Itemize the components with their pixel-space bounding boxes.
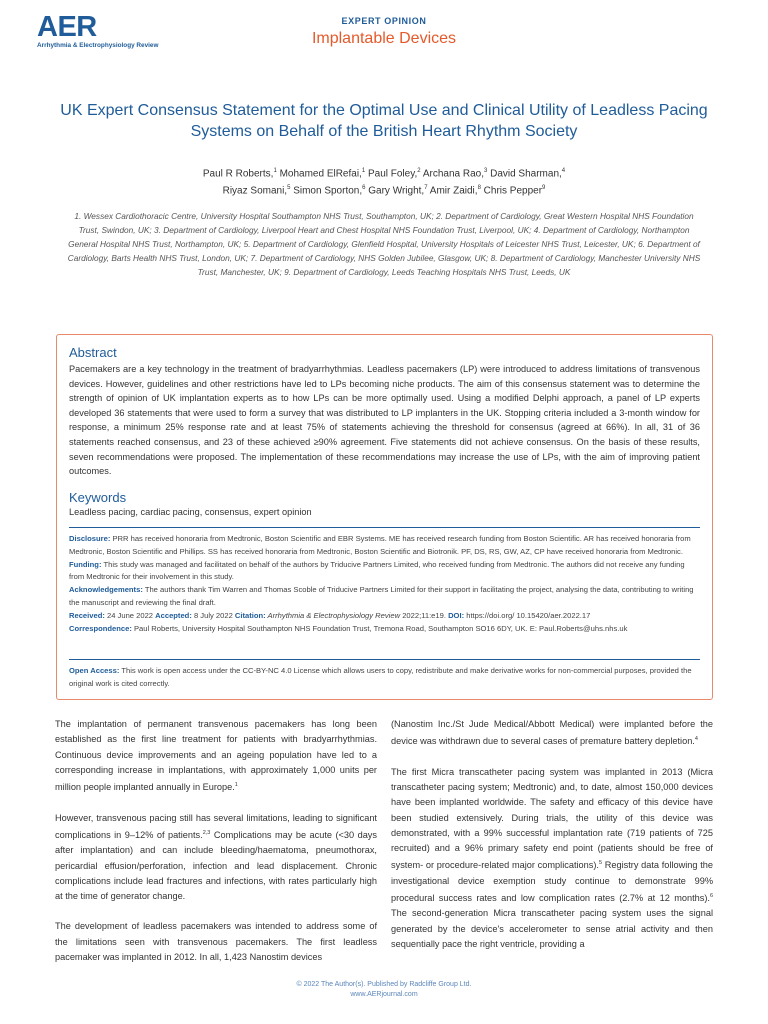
open-access-text: This work is open access under the CC-BY-NC 4.0 License which allows users to copy, redistribute and make derivative works for non-commercial purposes, provided the original work is cited correctly. <box>69 666 692 688</box>
correspondence-label: Correspondence: <box>69 623 132 633</box>
reference-mark: 5 <box>598 860 603 867</box>
paragraph-text: (Nanostim Inc./St Jude Medical/Abbott Medical) were implanted before the device was withdrawn due to several cases of premature battery depletion. <box>391 719 713 747</box>
doi-label: DOI: <box>448 610 465 620</box>
author-affiliation-mark: 7 <box>424 185 428 192</box>
paragraph-text: The second-generation Micra transcatheter pacing system uses the signal generated by the device's accelerometer to sense atrial activity and then sequentially pace the right ventricle, providing a <box>391 908 713 950</box>
received-label: Received: <box>69 610 105 620</box>
paragraph-text: However, transvenous pacing still has several limitations, leading to significant complications in 9–12% of patients. <box>55 812 377 840</box>
funding-text: This study was managed and facilitated on behalf of the authors by Triducive Partners Limited, who received funding from Medtronic. The authors did not receive any funding from Medtronic for their involvement in this study. <box>69 559 685 582</box>
abstract-text: Pacemakers are a key technology in the treatment of bradyarrhythmias. Leadless pacemakers (LP) were introduced to address limitations of transvenous devices. However, guidelines and other restrictions have led to LPs becoming niche products. The aim of this consensus statement was to determine the strength of opinion of UK implantation experts as to how LPs can be more optimally used. Using a modified Delphi approach, a panel of LP experts developed 36 statements that were used to form a survey that was distributed to LP implanters in the UK. Stopping criteria included a 3-month window for response, a minimum 25% response rate and at least 75% of statements achieving the threshold for consensus (agreed at 66%). In all, 31 of 36 statements reached consensus, and 23 of these achieved ≥90% agreement. Five statements did not achieve consensus. On the basis of these results, seven recommendations were proposed. The implementation of these recommendations may increase the use of LPs, with the aim of improving patient outcomes. <box>69 364 700 477</box>
author-affiliation-mark: 5 <box>287 185 291 192</box>
body-paragraph <box>391 717 713 750</box>
author-name: Amir Zaidi, <box>427 185 478 197</box>
affiliations: 1. Wessex Cardiothoracic Centre, University Hospital Southampton NHS Trust, Southampton, UK; 2. Department of Cardiology, Great Western Hospital NHS Foundation Trust, Swindon, UK; 3. Department of Cardiology, Liverpool Heart and Chest Hospital NHS Foundation Trust, Liverpool, UK; 4. Department of Cardiology, Northampton General Hospital NHS Trust, Northampton, UK; 5. Department of Cardiology, Glenfield Hospital, University Hospitals of Leicester NHS Trust, Leicester, UK; 6. Department of Cardiology, Barts Health NHS Trust, London, UK; 7. Department of Cardiology, NHS Golden Jubilee, Glasgow, UK; 8. Department of Cardiology, Manchester University NHS Trust, Manchester, UK; 9. Department of Cardiology, Leeds Teaching Hospitals NHS Trust, Leeds, UK <box>67 211 701 278</box>
open-access-label: Open Access: <box>69 666 120 675</box>
abstract-heading: Abstract <box>69 345 117 360</box>
paragraph-text: The implantation of permanent transvenous pacemakers has long been established as the first line treatment for patients with bradyarrhythmias. Continuous device improvements and an ageing population have led to a corresponding increase in implantations, with approximately 1,000 units per million people implanted annually in Europe. <box>55 719 377 793</box>
paragraph-text: Registry data following the investigational device exemption study continue to demonstrate 99% procedural success rates and low complication rates (2.7% at 12 months). <box>391 860 713 904</box>
divider <box>69 659 700 660</box>
received-date: 24 June 2022 <box>104 610 156 620</box>
divider <box>69 527 700 528</box>
author-affiliation-mark: 1 <box>361 168 366 174</box>
body-paragraph <box>391 765 713 953</box>
body-column-right <box>391 717 713 967</box>
journal-website-link[interactable]: www.AERjournal.com <box>350 991 418 998</box>
author-affiliation-mark: 6 <box>362 185 366 192</box>
section-title: Implantable Devices <box>311 30 457 47</box>
author-affiliation-mark: 2 <box>417 168 421 174</box>
author-affiliation-mark: 8 <box>477 185 481 192</box>
page-footer <box>0 980 768 1000</box>
logo-wordmark: AER <box>37 11 97 43</box>
body-paragraph <box>55 811 377 905</box>
body-paragraph <box>55 717 377 796</box>
funding <box>69 559 700 585</box>
acknowledgements <box>69 584 700 610</box>
author-line-1 <box>80 164 688 181</box>
author-name: Archana Rao, <box>420 168 484 180</box>
doi-link[interactable]: https://doi.org/ 10.15420/aer.2022.17 <box>464 610 591 620</box>
dates-citation <box>69 610 700 623</box>
accepted-label: Accepted: <box>155 610 192 620</box>
author-name: Gary Wright, <box>365 185 425 197</box>
author-name: Paul Foley, <box>365 168 418 180</box>
disclosure <box>69 533 700 559</box>
author-affiliation-mark: 1 <box>273 168 277 174</box>
funding-label: Funding: <box>69 559 102 569</box>
author-affiliation-mark: 3 <box>483 168 488 174</box>
author-list <box>80 164 688 199</box>
reference-mark: 1 <box>234 782 238 789</box>
author-affiliation-mark: 4 <box>561 168 566 174</box>
correspondence <box>69 623 700 636</box>
reference-mark: 2,3 <box>202 829 211 836</box>
paragraph-text: The first Micra transcatheter pacing system was implanted in 2013 (Micra transcatheter pacing system; Medtronic) and, to date, almost 150,000 devices have been implanted worldwide. The safety and efficacy of this device have been studied extensively. During trials, the utility of this device was demonstrated, with a 99% successful implantation rate (719 patients of 725 recruited) and a 96% primary safety end point (patients should be free of system- or procedure-related major complications). <box>391 766 713 871</box>
disclosure-label: Disclosure: <box>69 534 111 543</box>
keywords-heading: Keywords <box>69 490 127 505</box>
abstract-box <box>56 334 713 700</box>
logo-subtitle: Arrhythmia & Electrophysiology Review <box>37 42 159 49</box>
article-info <box>69 533 700 635</box>
reference-mark: 4 <box>694 736 698 743</box>
author-name: David Sharman, <box>487 168 562 180</box>
author-name: Chris Pepper <box>480 185 543 197</box>
author-name: Mohamed ElRefai, <box>276 168 362 180</box>
author-name: Paul R Roberts, <box>202 168 274 180</box>
citation-journal: Arrhythmia & Electrophysiology Review <box>265 610 401 620</box>
author-line-2 <box>80 181 688 198</box>
open-access <box>69 665 700 691</box>
section-label: EXPERT OPINION <box>341 16 427 26</box>
correspondence-text: Paul Roberts, University Hospital Southampton NHS Foundation Trust, Tremona Road, Southampton SO16 6DY, UK. E: Paul.Roberts@uhs.nhs.uk <box>131 623 628 633</box>
disclosure-text: PRR has received honoraria from Medtronic, Boston Scientific and EBR Systems. ME has received research funding from Boston Scientific. AR has received honoraria from Medtronic, Boston Scientific and Phillips. SS has received honoraria from Medtronic, Boston Scientific and Biotronik. PF, DS, RS, GW, AZ, CP have received honoraria from Medtronic. <box>69 534 691 556</box>
accepted-date: 8 July 2022 <box>191 610 235 620</box>
body-column-left <box>55 717 377 980</box>
reference-mark: 6 <box>709 893 713 900</box>
copyright: © 2022 The Author(s). Published by Radcliffe Group Ltd. <box>296 981 472 988</box>
acknowledgements-text: The authors thank Tim Warren and Thomas Scoble of Triducive Partners Limited for their support in facilitating the project, analysing the data, contributing to writing the manuscript and reviewing the final draft. <box>69 585 694 607</box>
citation-label: Citation: <box>234 610 266 620</box>
article-title: UK Expert Consensus Statement for the Optimal Use and Clinical Utility of Leadless Pacing Systems on Behalf of the British Heart Rhythm Society <box>60 102 708 140</box>
keywords-text: Leadless pacing, cardiac pacing, consensus, expert opinion <box>69 507 312 517</box>
citation-text: 2022;11:e19. <box>400 610 449 620</box>
acknowledgements-label: Acknowledgements: <box>69 585 143 595</box>
body-paragraph <box>55 919 377 965</box>
author-name: Riyaz Somani, <box>222 185 288 197</box>
paragraph-text: Complications may be acute (<30 days after implantation) and can include bleeding/haematoma, pneumothorax, pericardial effusion/perforation, infection and lead displacement. Chronic complications include lead fractures and infections, with rates particularly high at the time of generator change. <box>55 829 377 902</box>
paragraph-text: The development of leadless pacemakers was intended to address some of the limitations seen with transvenous pacemakers. The first leadless pacemaker was implanted in 2012. In all, 1,423 Nanostim devices <box>55 921 377 962</box>
author-name: Simon Sporton, <box>290 185 363 197</box>
author-affiliation-mark: 9 <box>542 185 546 192</box>
